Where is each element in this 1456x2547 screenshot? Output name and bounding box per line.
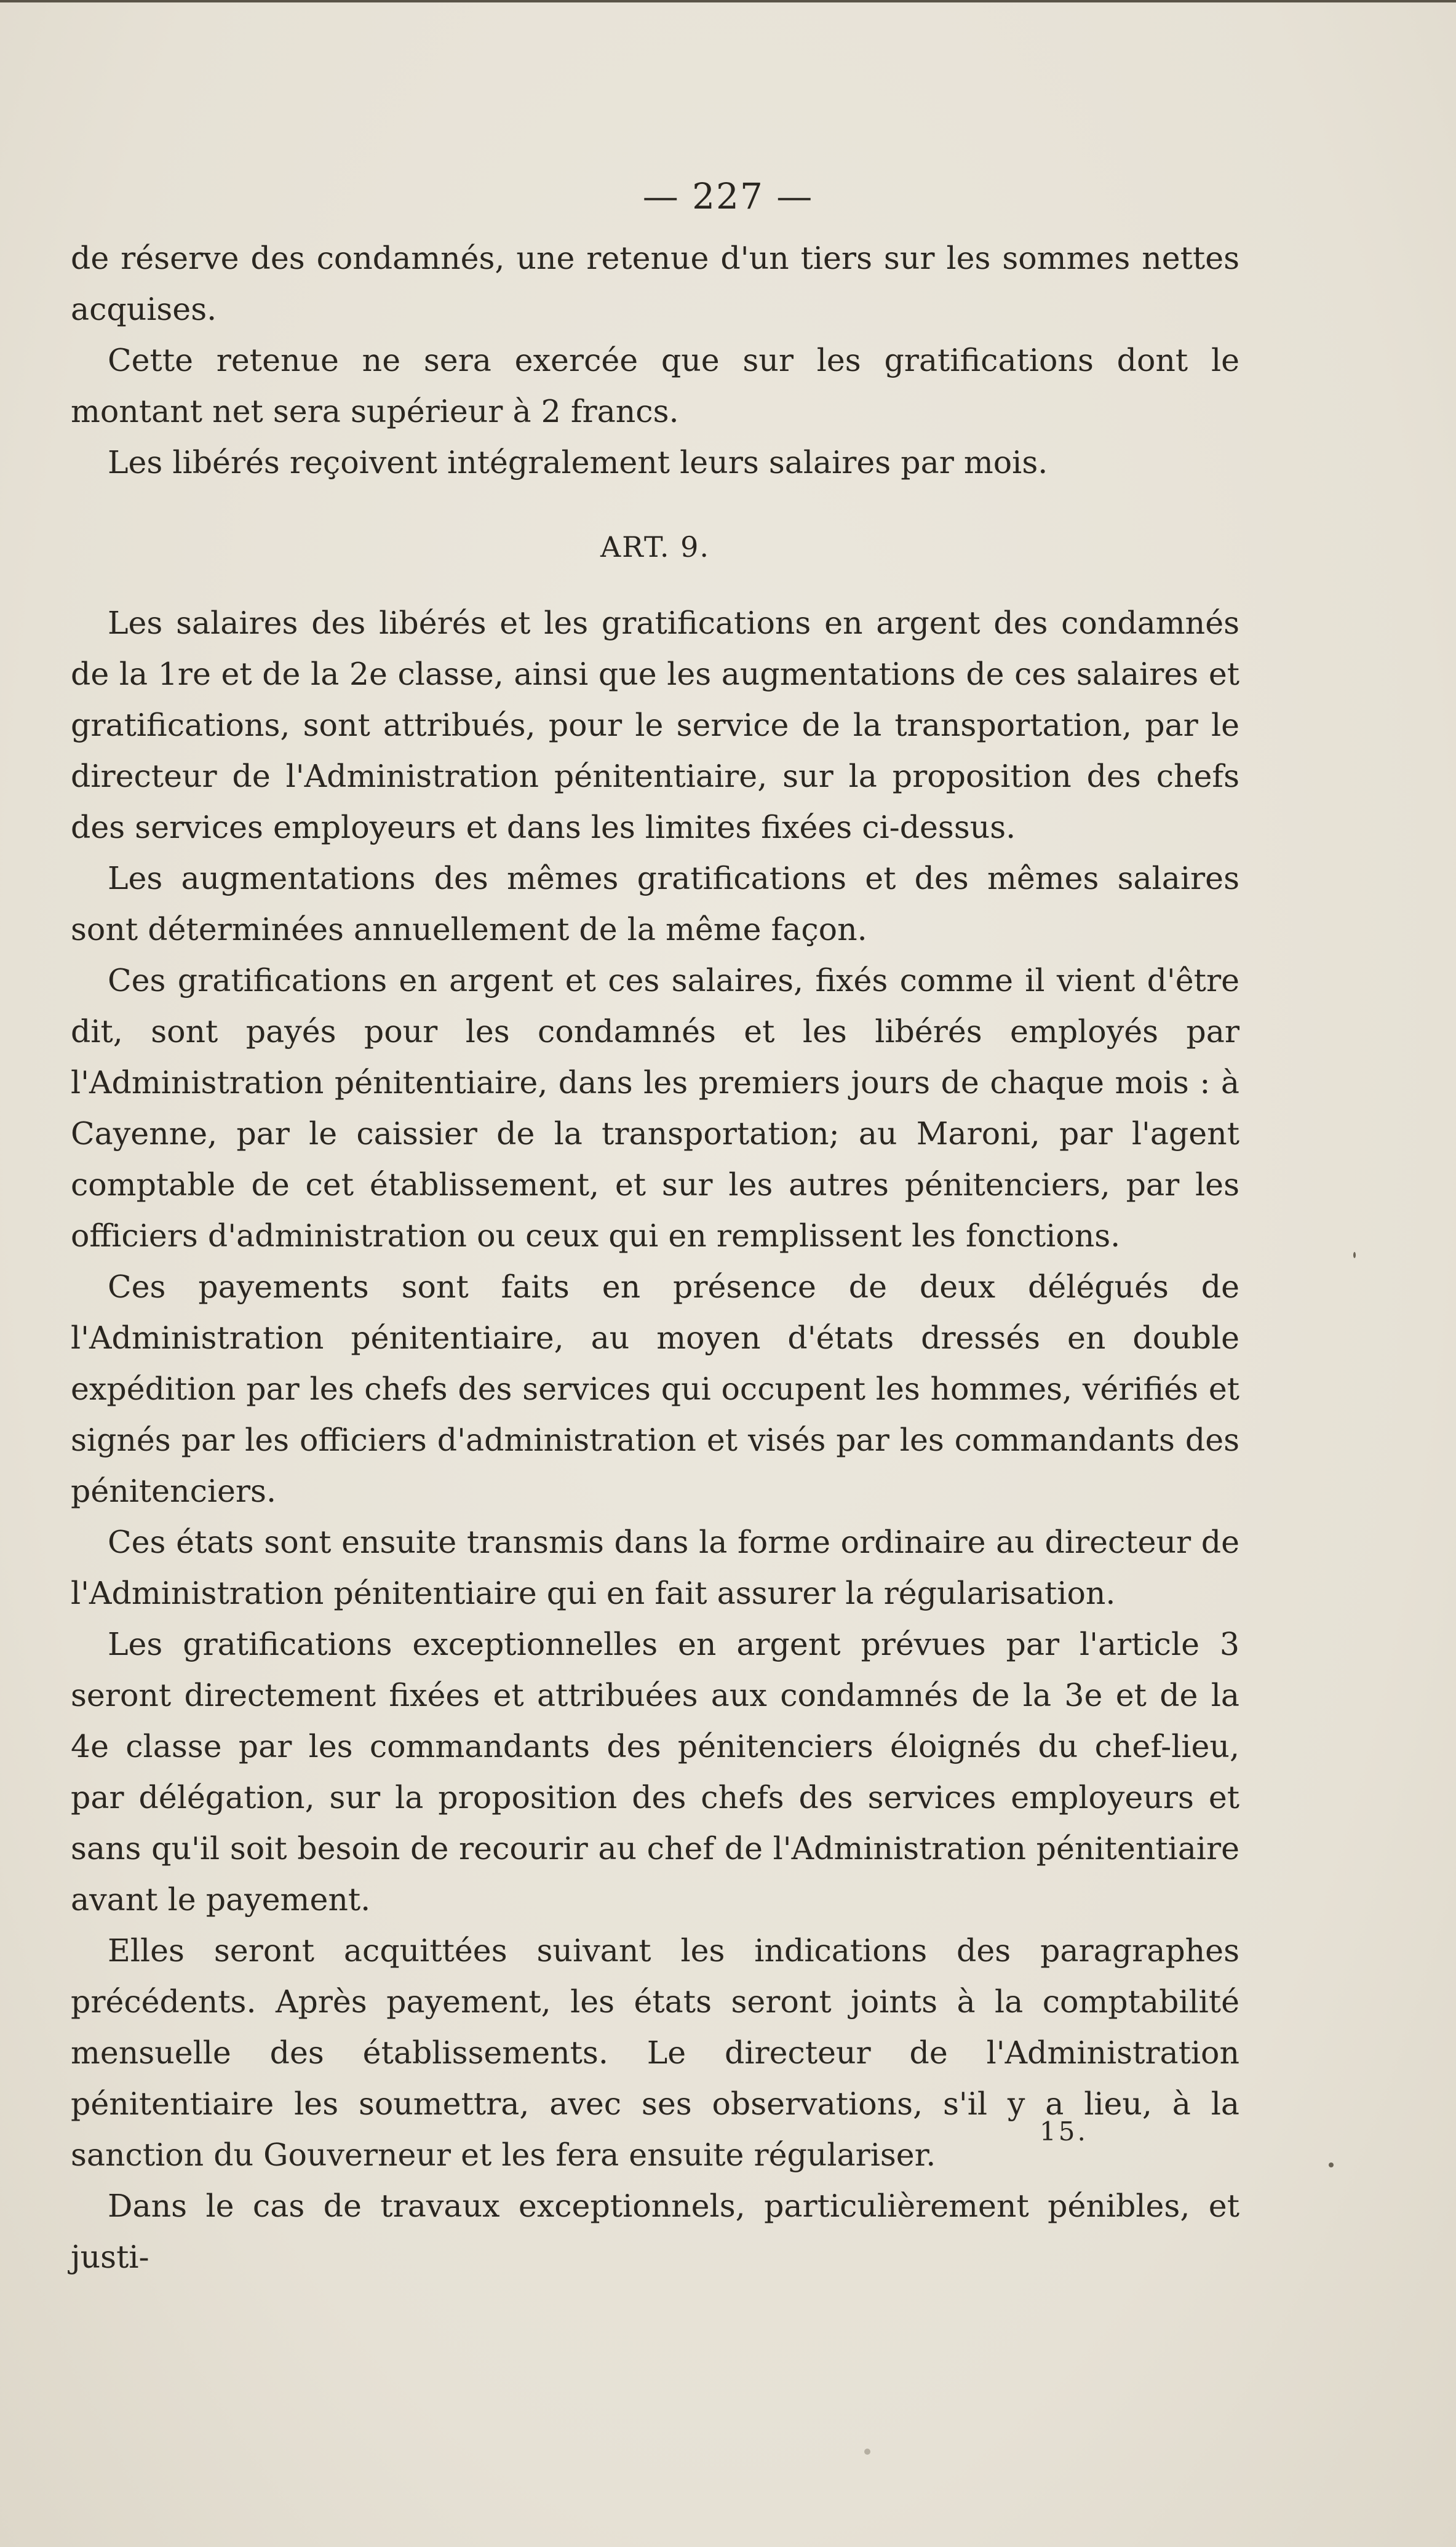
article-paragraph-7: Elles seront acquittées suivant les indications des paragraphes précédents. Après payement, les états seront joints à la comptabilité mensuelle des établissements. Le directeur de l'Administration pénitentiaire les soumettra, avec ses observations, s'il y a lieu, à la sanction du Gouverneur et les fera ensuite régulariser. [71, 1932, 1239, 2173]
article-paragraph-8: Dans le cas de travaux exceptionnels, particulièrement pénibles, et justi- [71, 2188, 1239, 2275]
article-paragraph-2: Les augmentations des mêmes gratifications et des mêmes salaires sont déterminées annuellement de la même façon. [71, 860, 1239, 947]
article-paragraph-3: Ces gratifications en argent et ces salaires, fixés comme il vient d'être dit, sont payés pour les condamnés et les libérés employés par l'Administration pénitentiaire, dans les premiers jours de chaque mois : à Cayenne, par le caissier de la transportation; au Maroni, par l'agent comptable de cet établissement, et sur les autres pénitenciers, par les officiers d'administration ou ceux qui en remplissent les fonctions. [71, 962, 1239, 1254]
paper-speck [1353, 1252, 1356, 1258]
page-top-edge [0, 0, 1456, 2]
body-text [71, 233, 1239, 2282]
article-paragraph-1: Les salaires des libérés et les gratifications en argent des condamnés de la 1re et de la 2e classe, ainsi que les augmentations de ces salaires et gratifications, sont attribués, pour le service de la transportation, par le directeur de l'Administration pénitentiaire, sur la proposition des chefs des services employeurs et dans les limites fixées ci-dessus. [71, 605, 1239, 845]
paper-speck [1329, 2162, 1334, 2167]
article-heading: ART. 9. [600, 530, 710, 564]
paragraph-2: Cette retenue ne sera exercée que sur les gratifications dont le montant net sera supérieur à 2 francs. [71, 342, 1239, 429]
article-paragraph-6: Les gratifications exceptionnelles en argent prévues par l'article 3 seront directement fixées et attribuées aux condamnés de la 3e et de la 4e classe par les commandants des pénitenciers éloignés du chef-lieu, par délégation, sur la proposition des chefs des services employeurs et sans qu'il soit besoin de recourir au chef de l'Administration pénitentiaire avant le payement. [71, 1626, 1239, 1918]
article-paragraph-4: Ces payements sont faits en présence de deux délégués de l'Administration pénitentiaire, au moyen d'états dressés en double expédition par les chefs des services qui occupent les hommes, vérifiés et signés par les officiers d'administration et visés par les commandants des pénitenciers. [71, 1269, 1239, 1509]
signature-mark: 15. [1040, 2116, 1088, 2146]
page-number-header: — 227 — [642, 175, 814, 217]
paragraph-1: de réserve des condamnés, une retenue d'un tiers sur les sommes nettes acquises. [71, 240, 1239, 327]
paper-speck [864, 2449, 870, 2455]
paragraph-3: Les libérés reçoivent intégralement leurs salaires par mois. [108, 444, 1048, 480]
article-paragraph-5: Ces états sont ensuite transmis dans la forme ordinaire au directeur de l'Administration pénitentiaire qui en fait assurer la régularisation. [71, 1524, 1239, 1611]
